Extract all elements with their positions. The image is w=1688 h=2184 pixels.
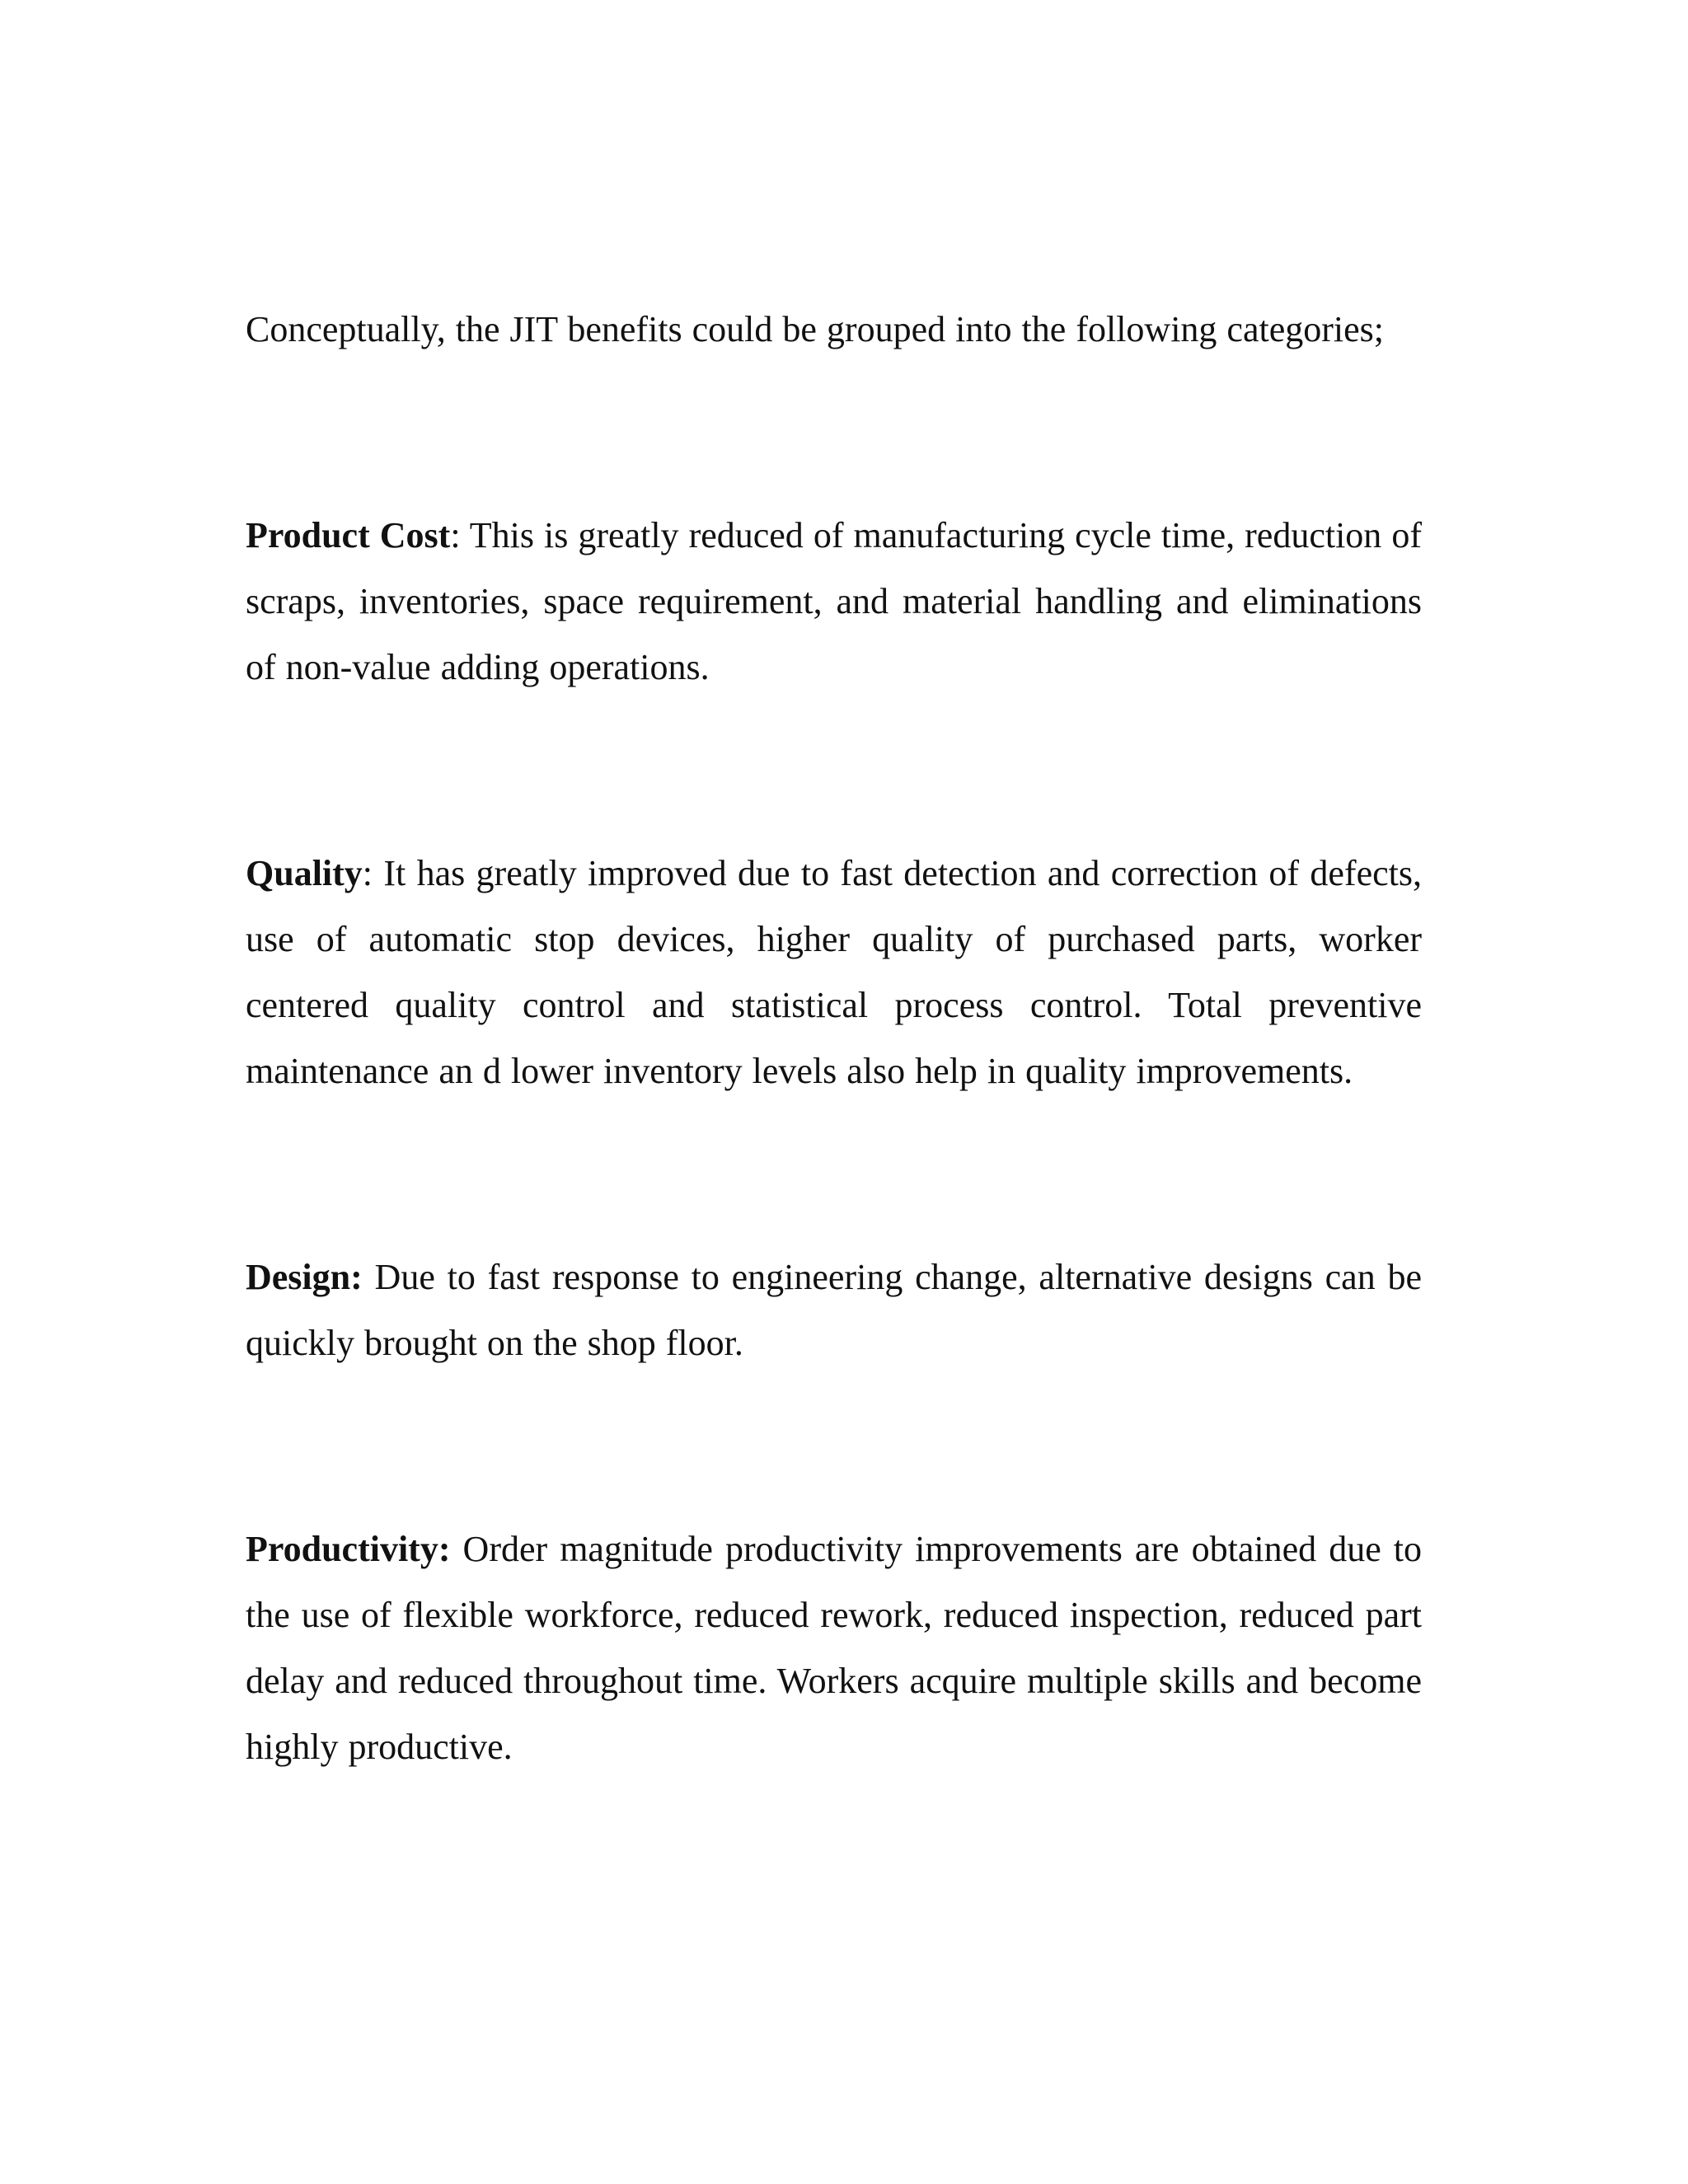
document-body [246, 297, 1422, 1780]
product-cost-text: This is greatly reduced of manufacturing cycle time, reduction of scraps, inventories, space requirement, and material handling and eliminations of non-value adding operations. [246, 515, 1422, 687]
design-paragraph [246, 1244, 1422, 1376]
product-cost-separator: : [450, 515, 461, 555]
quality-text: It has greatly improved due to fast detection and correction of defects, use of automatic stop devices, higher quality of purchased parts, worker centered quality control and statistical process control. Total preventive maintenance an d lower inventory levels also help in quality improvements. [246, 853, 1422, 1091]
quality-label: Quality [246, 853, 363, 893]
design-text: Due to fast response to engineering change, alternative designs can be quickly brought on the shop floor. [246, 1257, 1422, 1363]
product-cost-paragraph [246, 503, 1422, 701]
product-cost-label: Product Cost [246, 515, 451, 555]
quality-paragraph [246, 841, 1422, 1104]
design-label: Design: [246, 1257, 363, 1297]
intro-paragraph: Conceptually, the JIT benefits could be grouped into the following categories; [246, 309, 1384, 349]
productivity-paragraph [246, 1516, 1422, 1780]
productivity-label: Productivity: [246, 1529, 451, 1569]
quality-separator: : [362, 853, 373, 893]
productivity-text: Order magnitude productivity improvements are obtained due to the use of flexible workforce, reduced rework, reduced inspection, reduced part delay and reduced throughout time. Workers acquire multiple skills and become highly productive. [246, 1529, 1422, 1767]
